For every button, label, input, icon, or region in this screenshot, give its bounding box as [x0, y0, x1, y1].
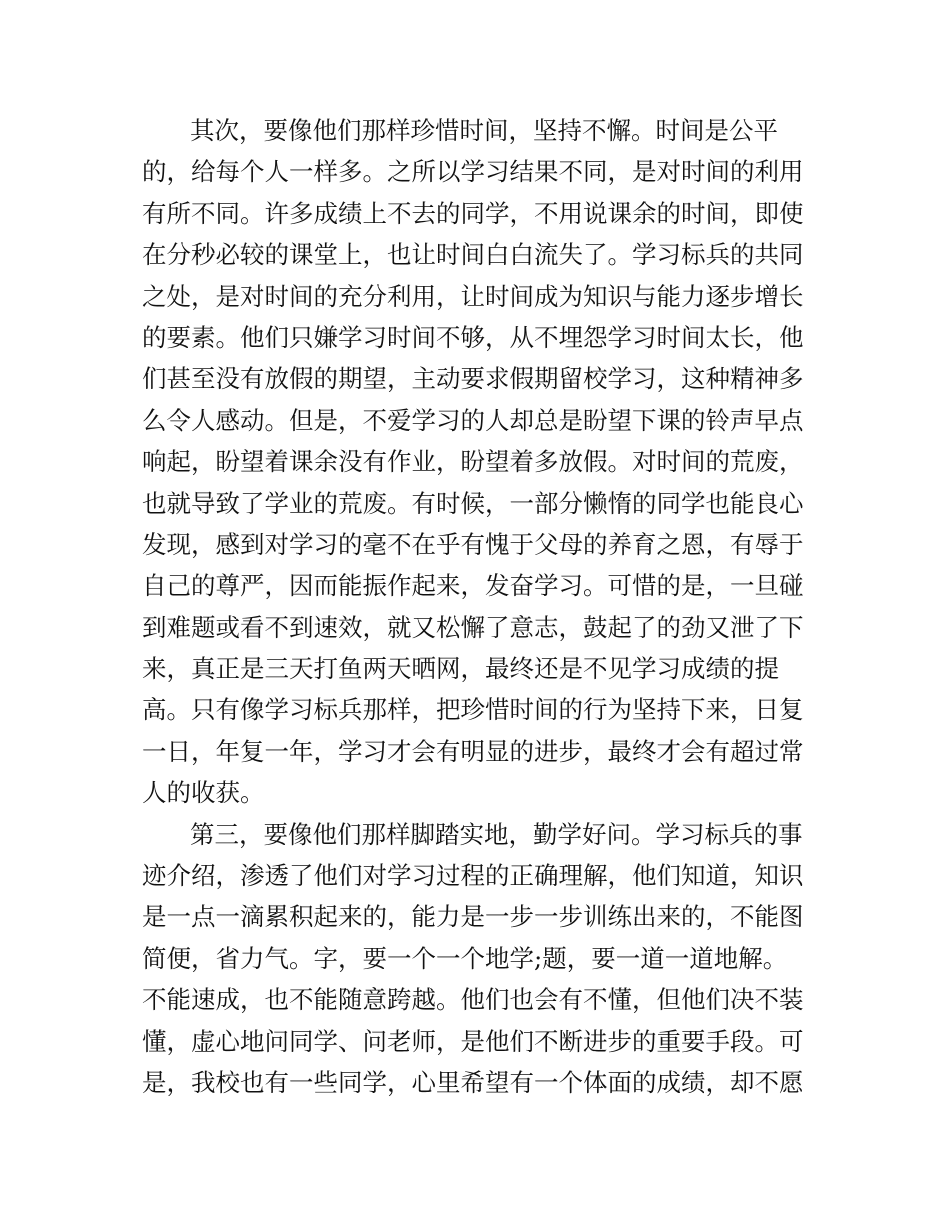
text-line: 人的收获。	[142, 778, 265, 808]
text-line: 有所不同。许多成绩上不去的同学，不用说课余的时间，即使	[142, 198, 804, 228]
text-line: 迹介绍，渗透了他们对学习过程的正确理解，他们知道，知识	[142, 861, 804, 891]
paragraph-2	[142, 814, 822, 1104]
text-line: 是，我校也有一些同学，心里希望有一个体面的成绩，却不愿	[142, 1067, 804, 1097]
text-line: 不能速成，也不能随意跨越。他们也会有不懂，但他们决不装	[142, 985, 804, 1015]
text-line: 自己的尊严，因而能振作起来，发奋学习。可惜的是，一旦碰	[142, 571, 804, 601]
text-line: 的要素。他们只嫌学习时间不够，从不埋怨学习时间太长，他	[142, 322, 804, 352]
text-line: 简便，省力气。字，要一个一个地学;题，要一道一道地解。	[142, 943, 788, 973]
text-line: 么令人感动。但是，不爱学习的人却总是盼望下课的铃声早点	[142, 405, 804, 435]
text-line: 响起，盼望着课余没有作业，盼望着多放假。对时间的荒废，	[142, 447, 804, 477]
text-line: 在分秒必较的课堂上，也让时间白白流失了。学习标兵的共同	[142, 240, 804, 270]
text-line: 高。只有像学习标兵那样，把珍惜时间的行为坚持下来，日复	[142, 695, 804, 725]
text-line: 第三，要像他们那样脚踏实地，勤学好问。学习标兵的事	[190, 819, 803, 849]
text-line: 发现，感到对学习的毫不在乎有愧于父母的养育之恩，有辱于	[142, 529, 804, 559]
text-line: 懂，虚心地问同学、问老师，是他们不断进步的重要手段。可	[142, 1026, 804, 1056]
text-line: 一日，年复一年，学习才会有明显的进步，最终才会有超过常	[142, 736, 804, 766]
text-line: 其次，要像他们那样珍惜时间，坚持不懈。时间是公平	[190, 116, 778, 145]
text-line: 到难题或看不到速效，就又松懈了意志，鼓起了的劲又泄了下	[142, 612, 804, 642]
paragraph-1	[142, 110, 822, 814]
text-line: 来，真正是三天打鱼两天晒网，最终还是不见学习成绩的提	[142, 654, 779, 684]
text-line: 们甚至没有放假的期望，主动要求假期留校学习，这种精神多	[142, 364, 804, 394]
text-line: 之处，是对时间的充分利用，让时间成为知识与能力逐步增长	[142, 281, 804, 311]
text-line: 的，给每个人一样多。之所以学习结果不同，是对时间的利用	[142, 157, 804, 187]
body-text	[142, 110, 822, 1103]
text-line: 是一点一滴累积起来的，能力是一步一步训练出来的，不能图	[142, 902, 804, 932]
text-line: 也就导致了学业的荒废。有时候，一部分懒惰的同学也能良心	[142, 488, 804, 518]
